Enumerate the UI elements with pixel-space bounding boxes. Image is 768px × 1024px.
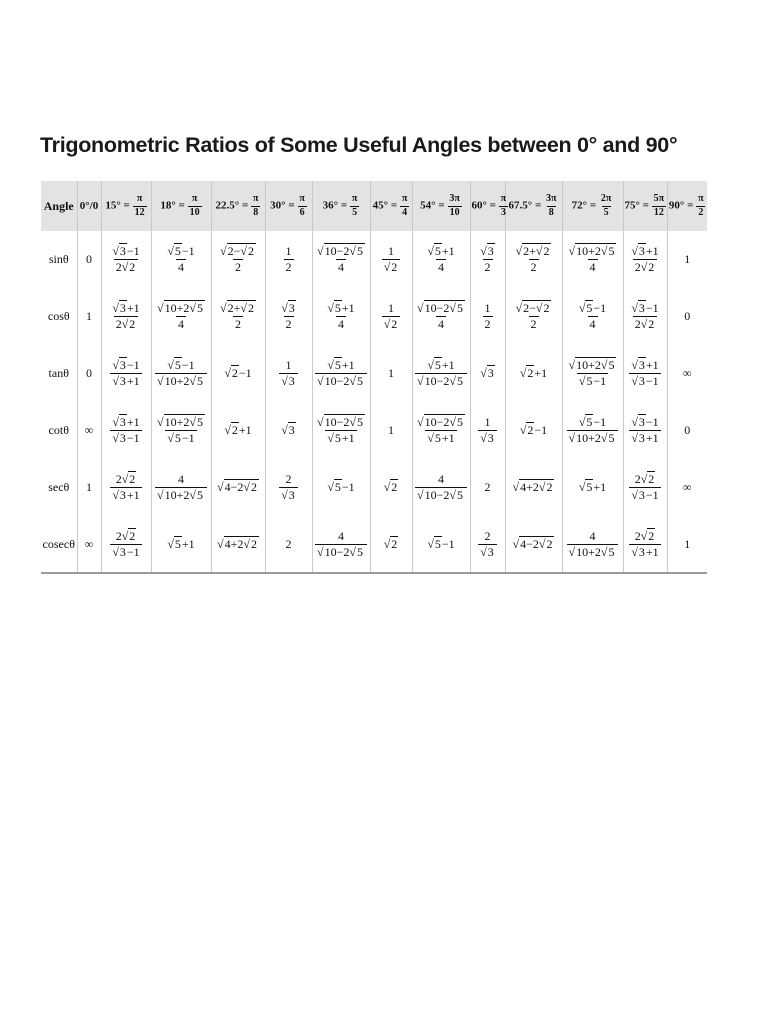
ratio-value-cell: √4−2√2 [211, 459, 265, 516]
ratio-value-cell: 1 [370, 345, 412, 402]
angle-radian-fraction: $\frac{5\pi}{12}$ [653, 193, 665, 218]
ratio-value-cell: $\frac{√10-2√5}{4}$ [412, 288, 470, 345]
ratio-value-cell: $\frac{2√2}{√3+1}$ [623, 516, 667, 573]
ratio-value-cell: $\frac{√3-1}{2√2}$ [101, 231, 151, 288]
angle-radian-fraction: $\frac{2\pi}{5}$ [600, 193, 612, 218]
ratio-value-cell: $\frac{√2-√2}{2}$ [505, 288, 562, 345]
ratio-label: cosθ [41, 288, 77, 345]
ratio-value-cell: $\frac{√2+√2}{2}$ [211, 288, 265, 345]
ratio-value-cell: √5+1 [151, 516, 211, 573]
header-row [41, 181, 707, 231]
angle-radian-fraction: $\frac{\pi}{8}$ [252, 193, 259, 218]
angle-radian-fraction: $\frac{\pi}{3}$ [500, 193, 507, 218]
ratio-value-cell: $\frac{4}{√10-2√5}$ [412, 459, 470, 516]
ratio-value-cell: $\frac{√10+2√5}{√5-1}$ [151, 402, 211, 459]
ratio-value-cell: √4+2√2 [211, 516, 265, 573]
angle-column-header: 54° = $\frac{3\pi}{10}$ [412, 181, 470, 231]
angle-column-header: 90° = $\frac{\pi}{2}$ [668, 193, 704, 218]
angle-header: Angle [41, 181, 77, 231]
ratio-value-cell: $\frac{2√2}{√3+1}$ [101, 459, 151, 516]
angle-column-header: 72° = $\frac{2\pi}{5}$ [562, 181, 623, 231]
ratio-value-cell: $\frac{√10+2√5}{4}$ [151, 288, 211, 345]
ratio-value-cell: $\frac{√5+1}{√10-2√5}$ [312, 345, 370, 402]
ratio-value-cell: √4−2√2 [505, 516, 562, 573]
angle-column-header: 36° = $\frac{\pi}{5}$ [312, 181, 370, 231]
ratio-value-cell: $\frac{√2+√2}{2}$ [505, 231, 562, 288]
ratio-value-cell: 1 [684, 252, 691, 266]
ratio-value-cell: $\frac{√5+1}{√10-2√5}$ [412, 345, 470, 402]
ratio-value-cell: $\frac{1}{2}$ [265, 231, 312, 288]
ratio-value-cell: √2 [370, 516, 412, 573]
ratio-value-cell: $\frac{4}{√10+2√5}$ [562, 516, 623, 573]
angle-column-header: 0°/0 [77, 181, 101, 231]
trig-ratio-table-container [41, 181, 707, 574]
ratio-value-cell: $\frac{4}{√10-2√5}$ [312, 516, 370, 573]
ratio-value-cell: $\frac{√3+1}{√3-1}$ [623, 345, 667, 402]
angle-column-header: 22.5° = $\frac{\pi}{8}$ [211, 181, 265, 231]
ratio-value-cell: $\frac{√10+2√5}{4}$ [562, 231, 623, 288]
angle-radian-fraction: $\frac{\pi}{4}$ [401, 193, 408, 218]
angle-column-header: 15° = $\frac{\pi}{12}$ [101, 181, 151, 231]
ratio-value-cell: $\frac{√10+2√5}{√5-1}$ [562, 345, 623, 402]
ratio-value-cell: 1 [77, 459, 101, 516]
ratio-value-cell: ∞ [682, 366, 692, 380]
ratio-value-cell: √2+1 [211, 402, 265, 459]
ratio-value-cell: $\frac{√3+1}{2√2}$ [623, 231, 667, 288]
ratio-value-cell: ∞ [77, 516, 101, 573]
ratio-value-cell: √4+2√2 [505, 459, 562, 516]
ratio-label: sinθ [41, 231, 77, 288]
ratio-value-cell: √2−1 [505, 402, 562, 459]
ratio-value-cell: $\frac{√3}{2}$ [265, 288, 312, 345]
ratio-value-cell: √3 [470, 345, 505, 402]
ratio-value-cell: $\frac{√5+1}{4}$ [412, 231, 470, 288]
ratio-value-cell: $\frac{√3-1}{2√2}$ [623, 288, 667, 345]
angle-radian-fraction: $\frac{3\pi}{8}$ [545, 193, 557, 218]
angle-radian-fraction: $\frac{\pi}{6}$ [299, 193, 305, 218]
ratio-value-cell: $\frac{1}{√2}$ [370, 288, 412, 345]
ratio-value-cell: $\frac{√3-1}{√3+1}$ [623, 402, 667, 459]
angle-column-header: 30° = $\frac{\pi}{6}$ [265, 181, 312, 231]
ratio-value-cell: $\frac{2√2}{√3-1}$ [101, 516, 151, 573]
page-title: Trigonometric Ratios of Some Useful Angles between 0° and 90° [40, 133, 678, 157]
ratio-value-cell: √5−1 [412, 516, 470, 573]
ratio-value-cell: √2−1 [211, 345, 265, 402]
ratio-label: cotθ [41, 402, 77, 459]
ratio-value-cell: $\frac{√3}{2}$ [470, 231, 505, 288]
ratio-value-cell: $\frac{√3-1}{√3+1}$ [101, 345, 151, 402]
table-row [41, 288, 707, 345]
ratio-value-cell: 0 [684, 309, 691, 323]
trig-ratio-table [41, 181, 707, 574]
ratio-value-cell: $\frac{1}{√2}$ [370, 231, 412, 288]
angle-radian-fraction: $\frac{\pi}{2}$ [698, 193, 704, 218]
ratio-value-cell: 2 [470, 459, 505, 516]
table-row [41, 459, 707, 516]
ratio-value-cell: 0 [77, 231, 101, 288]
table-body [41, 231, 707, 573]
ratio-value-cell: $\frac{√5+1}{4}$ [312, 288, 370, 345]
ratio-value-cell: $\frac{2}{√3}$ [265, 459, 312, 516]
ratio-value-cell: $\frac{1}{√3}$ [470, 402, 505, 459]
ratio-value-cell: $\frac{√3+1}{2√2}$ [101, 288, 151, 345]
ratio-value-cell: $\frac{2√2}{√3-1}$ [623, 459, 667, 516]
ratio-value-cell: $\frac{√2-√2}{2}$ [211, 231, 265, 288]
ratio-value-cell: $\frac{√5-1}{√10+2√5}$ [151, 345, 211, 402]
ratio-value-cell: 0 [77, 345, 101, 402]
ratio-value-cell: $\frac{√10-2√5}{√5+1}$ [312, 402, 370, 459]
ratio-value-cell: 0 [684, 423, 691, 437]
ratio-value-cell: $\frac{√5-1}{√10+2√5}$ [562, 402, 623, 459]
ratio-label: secθ [41, 459, 77, 516]
ratio-value-cell: √3 [265, 402, 312, 459]
angle-column-header: 60° = $\frac{\pi}{3}$ [470, 181, 505, 231]
angle-column-header: 18° = $\frac{\pi}{10}$ [151, 181, 211, 231]
angle-radian-fraction: $\frac{\pi}{10}$ [189, 193, 200, 218]
ratio-label: tanθ [41, 345, 77, 402]
ratio-value-cell: $\frac{√3+1}{√3-1}$ [101, 402, 151, 459]
table-row [41, 345, 707, 402]
ratio-value-cell: 1 [684, 536, 691, 551]
ratio-value-cell: √5+1 [562, 459, 623, 516]
ratio-value-cell: $\frac{√10-2√5}{4}$ [312, 231, 370, 288]
ratio-value-cell: 1 [77, 288, 101, 345]
angle-radian-fraction: $\frac{\pi}{5}$ [351, 193, 358, 218]
table-row [41, 402, 707, 459]
ratio-value-cell: $\frac{√5-1}{4}$ [562, 288, 623, 345]
ratio-value-cell: ∞ [682, 480, 692, 494]
ratio-value-cell: ∞ [77, 402, 101, 459]
ratio-value-cell: $\frac{√5-1}{4}$ [151, 231, 211, 288]
angle-radian-fraction: $\frac{\pi}{12}$ [134, 193, 145, 218]
ratio-value-cell: $\frac{1}{2}$ [470, 288, 505, 345]
table-row [41, 231, 707, 288]
ratio-value-cell: $\frac{√10-2√5}{√5+1}$ [412, 402, 470, 459]
angle-column-header: 67.5° = $\frac{3\pi}{8}$ [505, 181, 562, 231]
ratio-value-cell: √2+1 [505, 345, 562, 402]
angle-radian-fraction: $\frac{3\pi}{10}$ [449, 193, 460, 218]
angle-column-header: 45° = $\frac{\pi}{4}$ [370, 181, 412, 231]
ratio-value-cell: $\frac{1}{√3}$ [265, 345, 312, 402]
ratio-value-cell: $\frac{4}{√10+2√5}$ [151, 459, 211, 516]
ratio-value-cell: √2 [370, 459, 412, 516]
ratio-value-cell: 1 [370, 402, 412, 459]
ratio-label: cosecθ [41, 516, 77, 573]
angle-column-header: 75° = $\frac{5\pi}{12}$ [623, 181, 667, 231]
ratio-value-cell: √5−1 [312, 459, 370, 516]
table-row [41, 516, 707, 573]
ratio-value-cell: 2 [265, 516, 312, 573]
ratio-value-cell: $\frac{2}{√3}$ [470, 516, 505, 573]
